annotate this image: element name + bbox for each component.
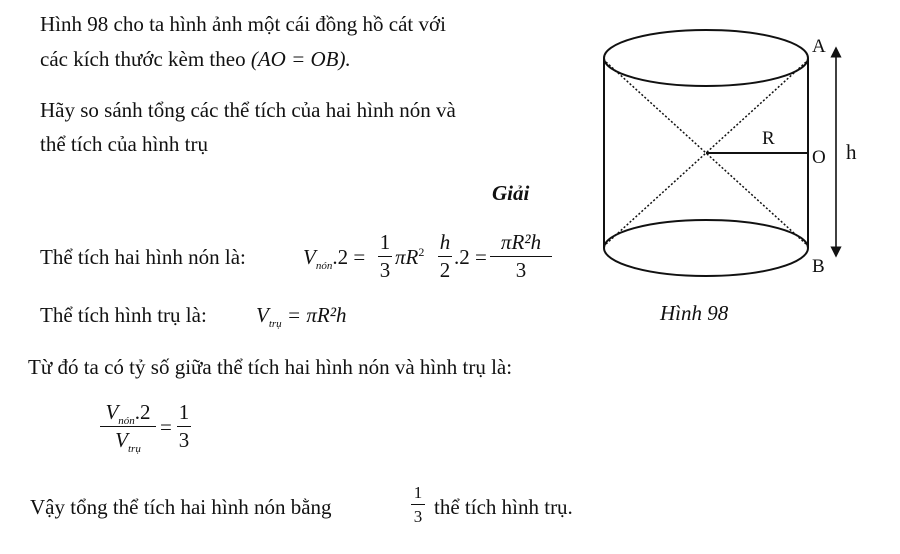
problem-line-3: Hãy so sánh tổng các thể tích của hai hình nón và (40, 98, 456, 122)
ratio-num-symbol: V (105, 400, 119, 424)
ratio-num-subscript: nón (118, 415, 135, 427)
cone-lhs-subscript: nón (315, 260, 333, 272)
ratio-denominator (100, 428, 156, 455)
ratio-fraction (100, 400, 156, 455)
cone-result-fraction (490, 232, 552, 281)
concl-numerator: 1 (413, 483, 423, 502)
ratio-equals: = (160, 415, 172, 439)
cone-line-top-right (706, 62, 806, 153)
label-B: B (812, 256, 825, 277)
cone-lhs-rest: .2 = (332, 245, 366, 269)
ratio-den-symbol: V (115, 428, 128, 452)
ratio-rhs-bar (177, 426, 191, 427)
bottom-base-ellipse (604, 220, 808, 276)
label-O: O (812, 147, 826, 168)
cone-f2-bar (438, 256, 452, 257)
cone-pi-r: πR (395, 245, 419, 269)
cone-square: 2 (418, 245, 425, 259)
ratio-result-fraction (177, 402, 191, 451)
problem-line-2 (40, 49, 351, 70)
concl-denominator: 3 (413, 507, 423, 526)
cone-fraction-h-over-2 (438, 232, 452, 281)
ratio-rhs-denominator: 3 (178, 428, 190, 452)
cone-f3-numerator: πR²h (500, 230, 542, 254)
cone-f1-numerator: 1 (379, 230, 391, 254)
cone-pi-r-squared (395, 247, 424, 268)
ratio-num-rest: .2 (134, 400, 151, 424)
cylinder-volume-label: Thể tích hình trụ là: (40, 303, 207, 327)
problem-line-2-text: các kích thước kèm theo (40, 47, 246, 71)
cone-line-bottom-right (706, 153, 806, 244)
cone-times-two: .2 = (454, 245, 487, 269)
cone-f3-bar (490, 256, 552, 257)
hourglass-figure (590, 20, 870, 340)
cone-f1-denominator: 3 (379, 258, 391, 282)
problem-line-1: Hình 98 cho ta hình ảnh một cái đồng hồ cát với (40, 12, 446, 36)
cone-line-top-left (606, 62, 706, 153)
conclusion-text-before: Vậy tổng thể tích hai hình nón bằng (30, 495, 332, 519)
solution-heading: Giải (492, 181, 530, 205)
cone-f2-numerator: h (439, 230, 451, 254)
cone-volume-label: Thể tích hai hình nón là: (40, 245, 246, 269)
problem-line-4: thể tích của hình trụ (40, 132, 208, 156)
label-R: R (762, 128, 775, 149)
cone-f1-bar (378, 256, 392, 257)
cyl-lhs-symbol: V (256, 303, 269, 327)
cone-f3-denominator: 3 (515, 258, 527, 282)
ratio-intro: Từ đó ta có tỷ số giữa thể tích hai hình nón và hình trụ là: (28, 355, 513, 379)
cone-lhs-symbol: V (303, 245, 316, 269)
cone-line-bottom-left (606, 153, 706, 244)
cone-f2-denominator: 2 (439, 258, 451, 282)
ratio-rhs-numerator: 1 (178, 400, 190, 424)
ratio-den-subscript: trụ (127, 443, 141, 455)
cyl-lhs-subscript: trụ (268, 318, 282, 330)
figure-caption: Hình 98 (660, 301, 729, 325)
cone-fraction-one-third (378, 232, 392, 281)
conclusion-text-after: thể tích hình trụ. (434, 495, 573, 519)
conclusion-fraction (411, 484, 425, 525)
top-base-ellipse (604, 30, 808, 86)
label-h: h (846, 140, 857, 164)
problem-line-2-math: (AO = OB). (250, 47, 351, 71)
ratio-numerator (100, 400, 156, 427)
label-A: A (812, 36, 826, 57)
cyl-rhs: = πR²h (286, 303, 347, 327)
cylinder-volume-formula (256, 303, 347, 330)
concl-bar (411, 504, 425, 505)
cone-volume-lhs (303, 245, 366, 272)
